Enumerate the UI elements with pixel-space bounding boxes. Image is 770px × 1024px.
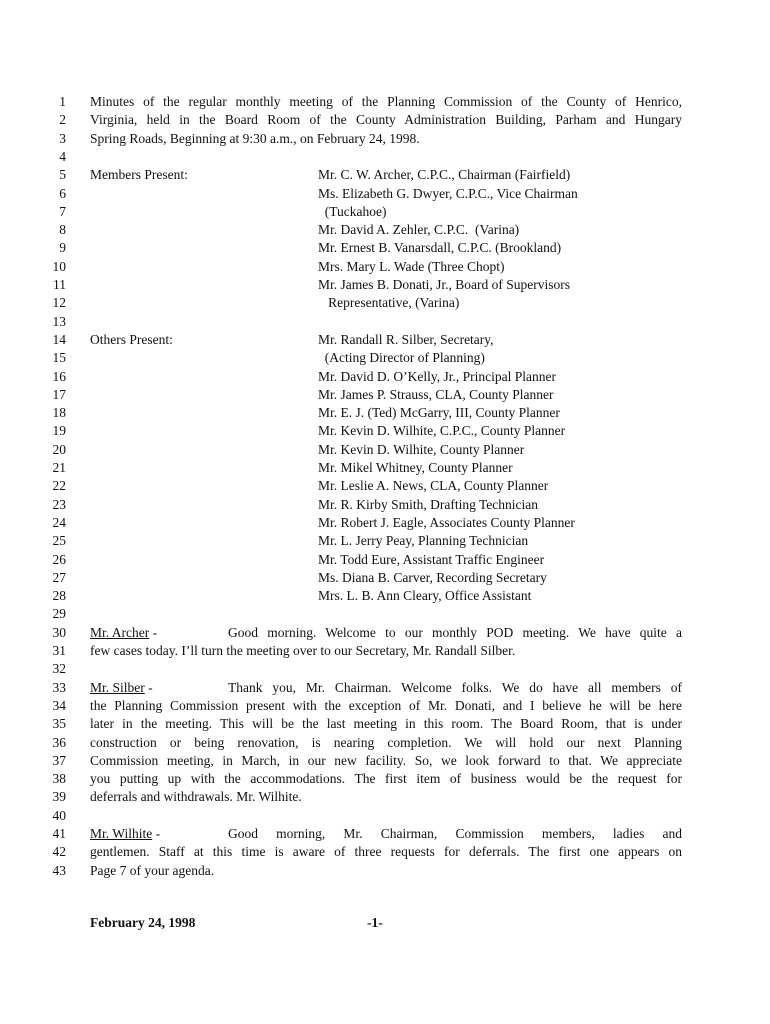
member-entry: Mr. C. W. Archer, C.P.C., Chairman (Fairfield) (318, 167, 571, 183)
line-number: 17 (52, 386, 66, 402)
line-number: 22 (52, 478, 66, 494)
staff-entry: Mr. Todd Eure, Assistant Traffic Engineer (318, 551, 545, 567)
line-number: 42 (52, 844, 66, 860)
intro-line: Virginia, held in the Board Room of the County Administration Building, Parham and Hungary (90, 112, 682, 128)
line-number: 40 (52, 807, 66, 823)
speech-line: you putting up with the accommodations. The first item of business would be the request for (90, 771, 682, 787)
intro-line: Spring Roads, Beginning at 9:30 a.m., on February 24, 1998. (90, 130, 420, 146)
line-number: 36 (52, 734, 66, 750)
line-number: 6 (59, 185, 66, 201)
line-number: 35 (52, 716, 66, 732)
others-present-label: Others Present: (90, 331, 173, 347)
staff-entry: Mr. Kevin D. Wilhite, County Planner (318, 441, 525, 457)
line-number: 11 (53, 277, 66, 292)
line-number: 13 (52, 313, 66, 329)
line-number: 5 (59, 167, 66, 183)
line-number: 2 (59, 112, 66, 128)
line-number: 25 (52, 533, 66, 549)
speech-line: Good morning, Mr. Chairman, Commission members, ladies and (228, 826, 682, 841)
intro-line: Minutes of the regular monthly meeting of the Planning Commission of the County of Henrico, (90, 94, 682, 109)
member-entry: Representative, (Varina) (318, 295, 460, 311)
line-number: 38 (52, 771, 66, 787)
line-number: 9 (59, 240, 66, 256)
line-number: 23 (52, 496, 66, 512)
line-number: 37 (52, 752, 66, 768)
line-number: 1 (59, 94, 66, 109)
speaker-label: Mr. Wilhite - (90, 826, 161, 841)
member-entry: Mr. Ernest B. Vanarsdall, C.P.C. (Brookland) (318, 240, 562, 256)
staff-entry: Mr. Leslie A. News, CLA, County Planner (318, 478, 549, 494)
member-entry: (Tuckahoe) (318, 203, 387, 219)
speech-line: Good morning. Welcome to our monthly POD meeting. We have quite a (228, 624, 682, 640)
speaker-name: Mr. Archer (90, 624, 150, 640)
line-number: 31 (52, 643, 66, 658)
line-number: 21 (52, 460, 66, 475)
staff-entry: (Acting Director of Planning) (318, 350, 485, 366)
line-number: 43 (52, 862, 66, 878)
line-number: 15 (52, 350, 66, 366)
line-number: 30 (52, 624, 66, 640)
member-entry: Mrs. Mary L. Wade (Three Chopt) (318, 258, 505, 274)
speech-line: construction or being renovation, is nearing completion. We will hold our next Planning (90, 734, 682, 750)
staff-entry: Mr. R. Kirby Smith, Drafting Technician (318, 496, 539, 512)
footer-page-number: -1- (367, 915, 383, 930)
speech-line: Commission meeting, in March, in our new facility. So, we look forward to that. We appreciate (90, 752, 682, 768)
line-number: 27 (52, 569, 66, 585)
line-number: 24 (52, 514, 66, 530)
line-number: 12 (52, 295, 66, 311)
speaker-name: Mr. Silber (90, 679, 145, 695)
member-entry: Mr. James B. Donati, Jr., Board of Supervisors (318, 277, 570, 292)
member-entry: Ms. Elizabeth G. Dwyer, C.P.C., Vice Chairman (318, 185, 578, 201)
staff-entry: Ms. Diana B. Carver, Recording Secretary (318, 569, 547, 585)
staff-entry: Mrs. L. B. Ann Cleary, Office Assistant (318, 588, 532, 604)
staff-entry: Mr. James P. Strauss, CLA, County Planner (318, 386, 554, 402)
speaker-label: Mr. Silber - (90, 679, 153, 695)
line-number: 7 (59, 203, 66, 219)
line-number: 18 (52, 405, 66, 421)
line-number: 3 (59, 130, 66, 146)
staff-entry: Mr. E. J. (Ted) McGarry, III, County Planner (318, 405, 560, 421)
line-number: 29 (52, 606, 66, 622)
speech-line: Thank you, Mr. Chairman. Welcome folks. We do have all members of (228, 679, 682, 695)
staff-entry: Mr. L. Jerry Peay, Planning Technician (318, 533, 529, 549)
line-number: 33 (52, 679, 66, 695)
staff-entry: Mr. Robert J. Eagle, Associates County Planner (318, 514, 575, 530)
member-entry: Mr. David A. Zehler, C.P.C. (Varina) (318, 222, 520, 238)
staff-entry: Mr. Kevin D. Wilhite, C.P.C., County Planner (318, 423, 566, 439)
speech-line: the Planning Commission present with the exception of Mr. Donati, and I believe he will be here (90, 697, 682, 713)
members-present-label: Members Present: (90, 167, 188, 183)
speech-line: deferrals and withdrawals. Mr. Wilhite. (90, 789, 302, 805)
footer-date: February 24, 1998 (90, 915, 196, 930)
line-number: 41 (52, 826, 66, 841)
speech-line: later in the meeting. This will be the last meeting in this room. The Board Room, that is under (90, 716, 682, 732)
speaker-label: Mr. Archer - (90, 624, 158, 640)
speech-line: Page 7 of your agenda. (90, 862, 215, 878)
line-number: 28 (52, 588, 66, 604)
speech-line: gentlemen. Staff at this time is aware of three requests for deferrals. The first one appears on (90, 844, 682, 860)
speaker-name: Mr. Wilhite (90, 826, 153, 841)
line-number: 10 (52, 258, 66, 274)
line-number: 26 (52, 551, 66, 567)
staff-entry: Mr. Mikel Whitney, County Planner (318, 460, 513, 475)
line-number: 19 (52, 423, 66, 439)
speech-line: few cases today. I’ll turn the meeting over to our Secretary, Mr. Randall Silber. (90, 643, 516, 658)
line-number: 32 (52, 661, 66, 677)
line-number: 34 (52, 697, 66, 713)
line-number: 20 (52, 441, 66, 457)
line-number: 4 (59, 148, 66, 164)
staff-entry: Mr. David D. O’Kelly, Jr., Principal Planner (318, 368, 556, 384)
line-number: 8 (59, 222, 66, 238)
line-number: 14 (52, 331, 66, 347)
line-number: 16 (52, 368, 66, 384)
line-number: 39 (52, 789, 66, 805)
staff-entry: Mr. Randall R. Silber, Secretary, (318, 331, 494, 347)
